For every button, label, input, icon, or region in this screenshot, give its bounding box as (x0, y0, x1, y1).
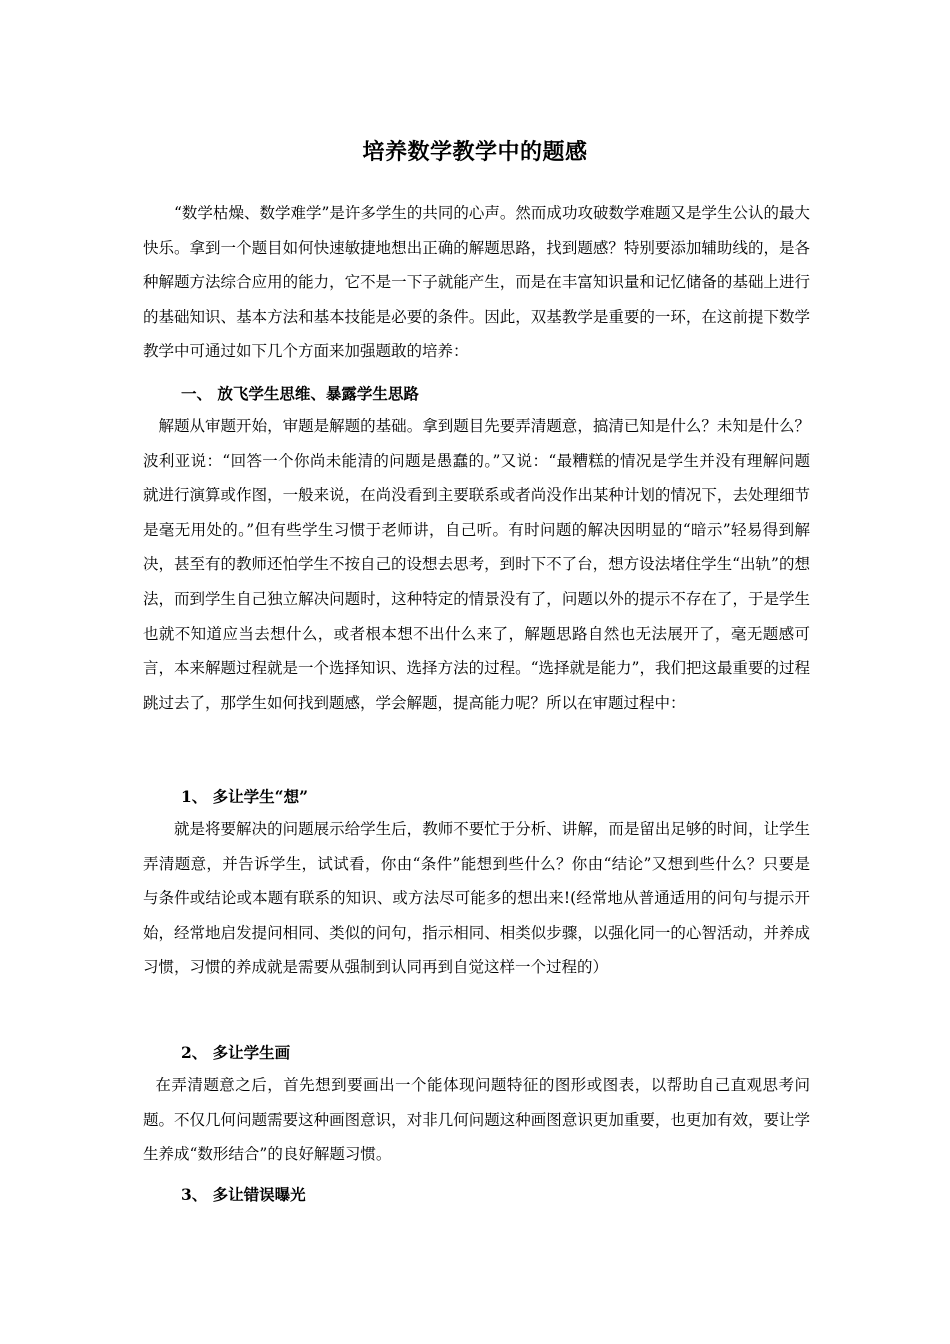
document-title: 培养数学教学中的题感 (362, 138, 588, 165)
item-2-paragraph: 在弄清题意之后，首先想到要画出一个能体现问题特征的图形或图表，以帮助自己直观思考问题。不仅几何问题需要这种画图意识，对非几何问题这种画图意识更加重要，也更加有效，要让学生养成“数形结合”的良好解题习惯。 (143, 1076, 810, 1164)
intro-paragraph: “数学枯燥、数学难学”是许多学生的共同的心声。然而成功攻破数学难题又是学生公认的最大快乐。拿到一个题目如何快速敏捷地想出正确的解题思路，找到题感？特别要添加辅助线的，是各种解题方法综合应用的能力，它不是一下子就能产生，而是在丰富知识量和记忆储备的基础上进行的基础知识、基本方法和基本技能是必要的条件。因此，双基教学是重要的一环，在这前提下数学教学中可通过如下几个方面来加强题敢的培养： (143, 204, 810, 361)
item-3-heading: 3、 多让错误曝光 (181, 1185, 306, 1204)
section-1-heading: 一、 放飞学生思维、暴露学生思路 (181, 384, 419, 403)
section-1-paragraph: 解题从审题开始，审题是解题的基础。拿到题目先要弄清题意，搞清已知是什么？未知是什么？波利亚说：“回答一个你尚未能清的问题是愚蠢的。”又说：“最糟糕的情况是学生并没有理解问题就进行演算或作图，一般来说，在尚没看到主要联系或者尚没作出某种计划的情况下，去处理细节是毫无用处的。”但有些学生习惯于老师讲，自己听。有时问题的解决因明显的“暗示”轻易得到解决，甚至有的教师还怕学生不按自己的设想去思考，到时下不了台，想方设法堵住学生“出轨”的想法，而到学生自己独立解决问题时，这种特定的情景没有了，问题以外的提示不存在了，于是学生也就不知道应当去想什么，或者根本想不出什么来了，解题思路自然也无法展开了，毫无题感可言，本来解题过程就是一个选择知识、选择方法的过程。“选择就是能力”，我们把这最重要的过程跳过去了，那学生如何找到题感，学会解题，提高能力呢？所以在审题过程中： (143, 417, 810, 712)
item-2-heading: 2、 多让学生画 (181, 1043, 291, 1062)
item-1-paragraph: 就是将要解决的问题展示给学生后，教师不要忙于分析、讲解，而是留出足够的时间，让学生弄清题意，并告诉学生，试试看，你由“条件”能想到些什么？你由“结论”又想到些什么？只要是与条件或结论或本题有联系的知识、或方法尽可能多的想出来!(经常地从普通适用的问句与提示开始，经常地启发提问相同、类似的问句，指示相同、相类似步骤，以强化同一的心智活动，并养成习惯，习惯的养成就是需要从强制到认同再到自觉这样一个过程的） (143, 820, 810, 977)
item-1-heading: 1、 多让学生“想” (181, 787, 309, 806)
